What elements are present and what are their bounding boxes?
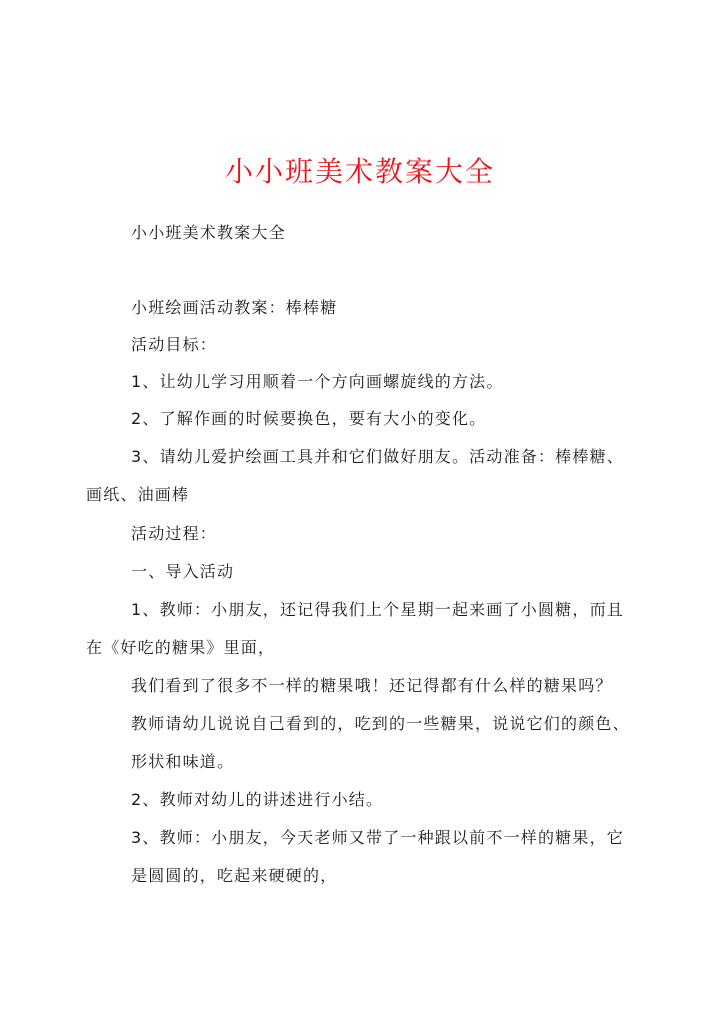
paragraph-objective-1: 1、让幼儿学习用顺着一个方向画螺旋线的方法。 <box>131 372 504 391</box>
paragraph-step-1-discussion-end: 形状和味道。 <box>131 752 235 771</box>
paragraph-lesson-name: 小班绘画活动教案：棒棒糖 <box>131 298 338 317</box>
paragraph-step-2: 2、教师对幼儿的讲述进行小结。 <box>131 790 384 809</box>
paragraph-section-1: 一、导入活动 <box>131 562 235 581</box>
paragraph-objective-3: 3、请幼儿爱护绘画工具并和它们做好朋友。活动准备：棒棒糖、画纸、油画棒 <box>86 447 624 504</box>
document-title: 小小班美术教案大全 <box>224 155 495 188</box>
paragraph-objectives-heading: 活动目标： <box>131 335 218 354</box>
paragraph-step-3-continued: 是圆圆的，吃起来硬硬的， <box>131 866 338 885</box>
paragraph-step-1-continued: 我们看到了很多不一样的糖果哦！还记得都有什么样的糖果吗？ <box>131 676 613 695</box>
paragraph-step-3: 3、教师：小朋友，今天老师又带了一种跟以前不一样的糖果，它 <box>131 828 624 847</box>
paragraph-step-1-discussion: 教师请幼儿说说自己看到的，吃到的一些糖果，说说它们的颜色、 <box>131 714 630 733</box>
paragraph-step-1: 1、教师：小朋友，还记得我们上个星期一起来画了小圆糖，而且在《好吃的糖果》里面， <box>86 600 624 657</box>
subtitle-paragraph: 小小班美术教案大全 <box>131 223 286 242</box>
paragraph-process-heading: 活动过程： <box>131 524 218 543</box>
paragraph-objective-2: 2、了解作画的时候要换色，要有大小的变化。 <box>131 409 487 428</box>
